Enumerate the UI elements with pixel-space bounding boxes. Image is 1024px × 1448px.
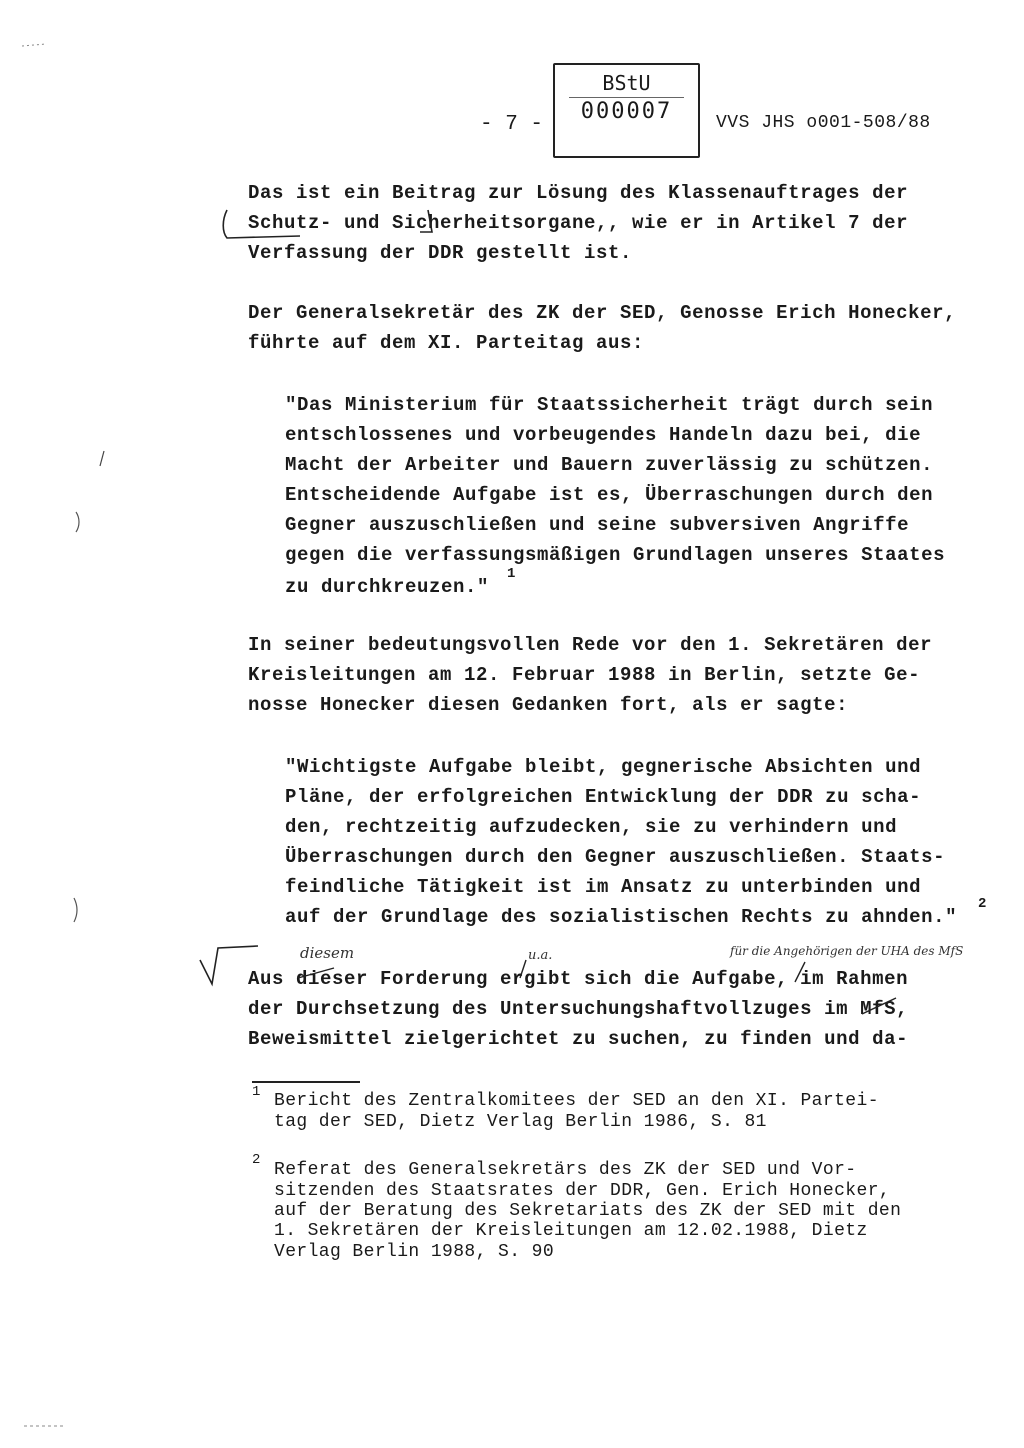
stamp-label: BStU bbox=[602, 71, 651, 95]
scan-noise bbox=[22, 44, 46, 46]
paragraph2-line: Der Generalsekretär des ZK der SED, Genosse Erich Honecker, bbox=[248, 302, 957, 324]
footnote2-line: Referat des Generalsekretärs des ZK der SED und Vor- bbox=[274, 1160, 857, 1180]
caret-mark bbox=[520, 960, 526, 978]
strike-mark bbox=[298, 968, 334, 978]
paragraph4-line: Beweismittel zielgerichtet zu suchen, zu finden und da- bbox=[248, 1028, 909, 1050]
quote1-line: entschlossenes und vorbeugendes Handeln dazu bei, die bbox=[285, 424, 922, 446]
handwritten-insert-phrase: für die Angehörigen der UHA des MfS bbox=[730, 944, 964, 958]
paragraph1-line: Schutz- und Sicherheitsorgane,, wie er in Artikel 7 der bbox=[248, 212, 909, 234]
quote2-line: den, rechtzeitig aufzudecken, sie zu verhindern und bbox=[285, 816, 898, 838]
caret-mark bbox=[795, 962, 805, 982]
quote2-line: Pläne, der erfolgreichen Entwicklung der DDR zu scha- bbox=[285, 786, 922, 808]
footnote-marker-2: 2 bbox=[252, 1152, 261, 1168]
footnote2-line: sitzenden des Staatsrates der DDR, Gen. Erich Honecker, bbox=[274, 1181, 891, 1201]
quote1-line: gegen die verfassungsmäßigen Grundlagen unseres Staates bbox=[285, 544, 946, 566]
check-mark bbox=[200, 946, 258, 984]
quote2-line: feindliche Tätigkeit ist im Ansatz zu unterbinden und bbox=[285, 876, 922, 898]
paragraph4-line: der Durchsetzung des Untersuchungshaftvollzuges im MfS, bbox=[248, 998, 909, 1020]
paragraph4-line: Aus dieser Forderung ergibt sich die Aufgabe, im Rahmen bbox=[248, 968, 909, 990]
punch-hole-mark bbox=[74, 898, 77, 922]
footnote1-line: Bericht des Zentralkomitees der SED an den XI. Partei- bbox=[274, 1091, 879, 1111]
quote2-line: "Wichtigste Aufgabe bleibt, gegnerische Absichten und bbox=[285, 756, 922, 778]
footnote1-line: tag der SED, Dietz Verlag Berlin 1986, S. 81 bbox=[274, 1112, 767, 1132]
footnote-marker-1: 1 bbox=[252, 1084, 261, 1100]
footnote2-line: 1. Sekretären der Kreisleitungen am 12.02.1988, Dietz bbox=[274, 1221, 868, 1241]
stamp-number: 000007 bbox=[580, 99, 673, 124]
paragraph3-line: Kreisleitungen am 12. Februar 1988 in Berlin, setzte Ge- bbox=[248, 664, 921, 686]
handwritten-insert-ua: u.a. bbox=[528, 948, 553, 963]
paragraph2-line: führte auf dem XI. Parteitag aus: bbox=[248, 332, 645, 354]
insert-bracket-mark bbox=[420, 210, 432, 232]
footnote-ref-2: 2 bbox=[978, 896, 987, 912]
paragraph3-line: In seiner bedeutungsvollen Rede vor den 1. Sekretären der bbox=[248, 634, 933, 656]
paragraph1-line: Verfassung der DDR gestellt ist. bbox=[248, 242, 633, 264]
margin-tick bbox=[100, 451, 104, 466]
paragraph3-line: nosse Honecker diesen Gedanken fort, als er sagte: bbox=[248, 694, 849, 716]
punch-hole-mark bbox=[76, 512, 79, 532]
page-number: - 7 - bbox=[480, 113, 544, 136]
margin-bracket-mark bbox=[223, 210, 300, 238]
footnote-ref-1: 1 bbox=[507, 566, 516, 582]
handwritten-correction: diesem bbox=[300, 944, 355, 962]
quote2-line: Überraschungen durch den Gegner auszuschließen. Staats- bbox=[285, 846, 946, 868]
quote2-line: auf der Grundlage des sozialistischen Rechts zu ahnden." bbox=[285, 906, 958, 928]
strike-mark bbox=[862, 998, 896, 1014]
quote1-line: Macht der Arbeiter und Bauern zuverlässig zu schützen. bbox=[285, 454, 934, 476]
quote1-line: Entscheidende Aufgabe ist es, Überraschungen durch den bbox=[285, 484, 934, 506]
quote1-line: zu durchkreuzen." bbox=[285, 576, 490, 598]
quote1-line: "Das Ministerium für Staatssicherheit trägt durch sein bbox=[285, 394, 934, 416]
document-reference: VVS JHS o001-508/88 bbox=[716, 113, 931, 133]
quote1-line: Gegner auszuschließen und seine subversiven Angriffe bbox=[285, 514, 910, 536]
paragraph1-line: Das ist ein Beitrag zur Lösung des Klassenauftrages der bbox=[248, 182, 909, 204]
footnote2-line: auf der Beratung des Sekretariats des ZK der SED mit den bbox=[274, 1201, 902, 1221]
footnote2-line: Verlag Berlin 1988, S. 90 bbox=[274, 1242, 555, 1262]
